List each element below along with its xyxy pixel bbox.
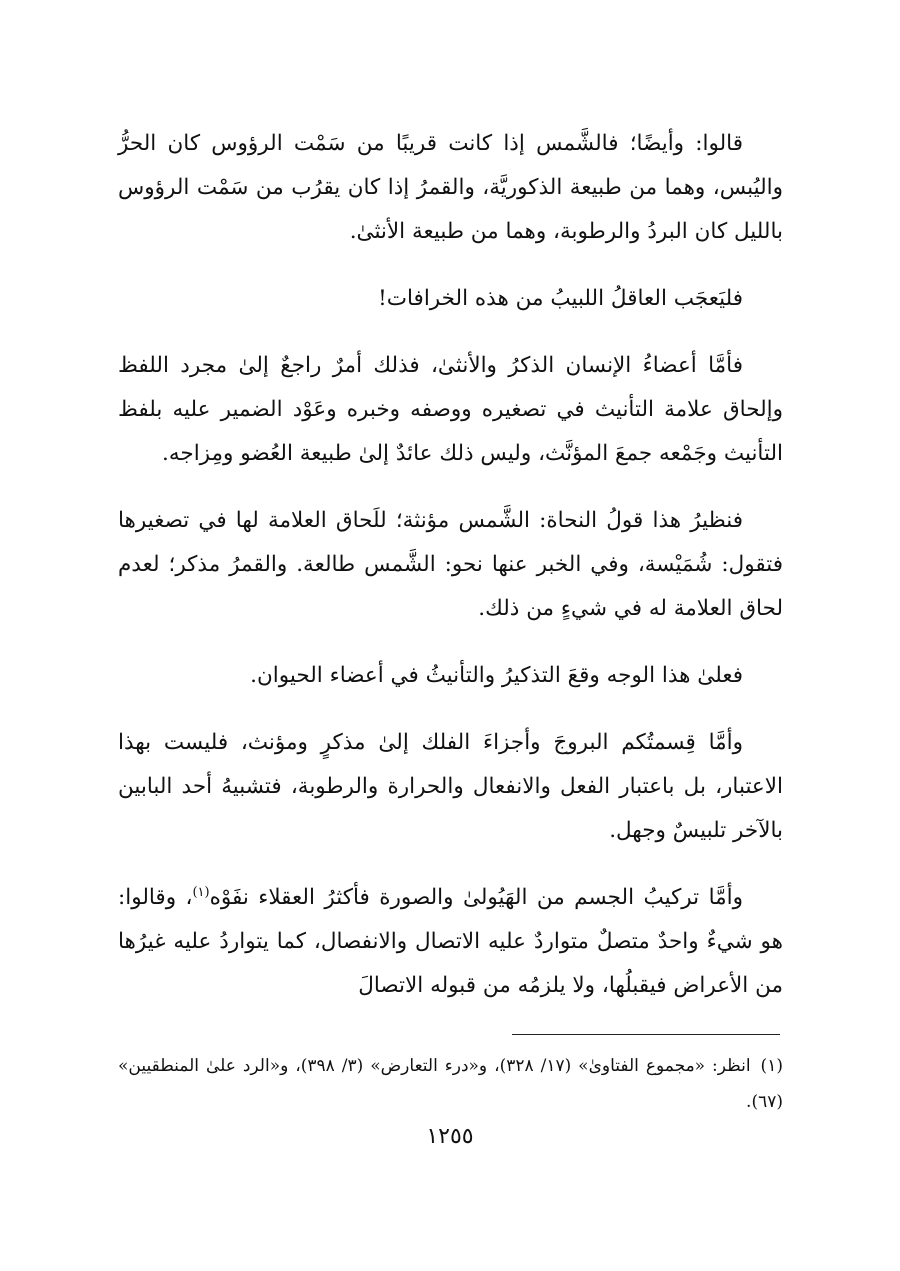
- paragraph-5: فعلىٰ هذا الوجه وقعَ التذكيرُ والتأنيثُ في أعضاء الحيوان.: [250, 663, 743, 688]
- page-number: ١٢٥٥: [426, 1124, 474, 1149]
- main-text: [118, 122, 783, 1031]
- footnote-marker: (١): [760, 1056, 783, 1076]
- footnote: [118, 1048, 783, 1120]
- paragraph-4: فنظيرُ هذا قولُ النحاة: الشَّمس مؤنثة؛ للَحاق العلامة لها في تصغيرها فتقول: شُمَيْسة، وفي الخبر عنها نحو: الشَّمس طالعة. والقمرُ مذكر؛ لعدم لحاق العلامة له في شيءٍ من ذلك.: [118, 508, 783, 621]
- footnote-text: انظر: «مجموع الفتاوىٰ» (١٧/ ٣٢٨)، و«درء التعارض» (٣/ ٣٩٨)، و«الرد علىٰ المنطقيين» (٦٧).: [118, 1056, 783, 1112]
- paragraph-1: قالوا: وأيضًا؛ فالشَّمس إذا كانت قريبًا من سَمْت الرؤوس كان الحرُّ واليُبس، وهما من طبيعة الذكوريَّة، والقمرُ إذا كان يقرُب من سَمْت الرؤوس بالليل كان البردُ والرطوبة، وهما من طبيعة الأنثىٰ.: [118, 131, 783, 244]
- footnote-separator: [512, 1034, 780, 1035]
- paragraph-7: [118, 876, 783, 1008]
- footnote-reference: (١): [192, 884, 210, 900]
- paragraph-6: وأمَّا قِسمتُكم البروجَ وأجزاءَ الفلك إلىٰ مذكرٍ ومؤنث، فليست بهذا الاعتبار، بل باعتبار الفعل والانفعال والحرارة والرطوبة، فتشبيهُ أحد البابين بالآخر تلبيسٌ وجهل.: [118, 730, 783, 843]
- paragraph-3: فأمَّا أعضاءُ الإنسان الذكرُ والأنثىٰ، فذلك أمرٌ راجعٌ إلىٰ مجرد اللفظ وإلحاق علامة التأنيث في تصغيره ووصفه وخبره وعَوْد الضمير عليه بلفظ التأنيث وجَمْعه جمعَ المؤنَّث، وليس ذلك عائدٌ إلىٰ طبيعة العُضو ومِزاجه.: [118, 353, 783, 466]
- paragraph-7-text-after-note: ، وقالوا: هو شيءٌ واحدٌ متصلٌ متواردٌ عليه الاتصال والانفصال، كما يتواردُ عليه غيرُها من الأعراض فيقبلُها، ولا يلزمُه من قبوله الاتصالَ: [118, 885, 783, 998]
- paragraph-2: فليَعجَب العاقلُ اللبيبُ من هذه الخرافات!: [378, 286, 743, 311]
- paragraph-7-text-before-note: وأمَّا تركيبُ الجسم من الهَيُولىٰ والصورة فأكثرُ العقلاء نفَوْه: [209, 885, 744, 910]
